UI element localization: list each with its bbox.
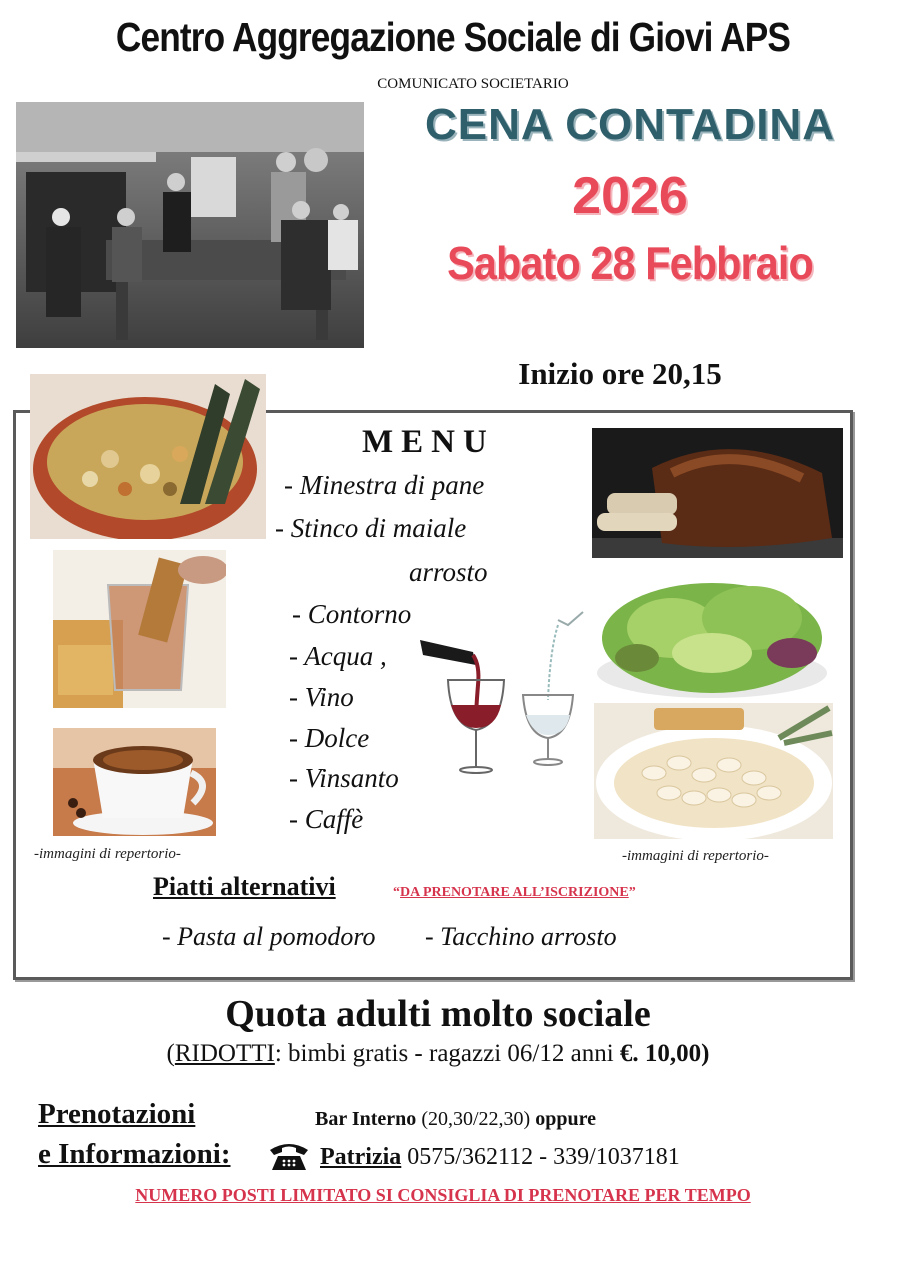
contact-name: Patrizia <box>320 1144 402 1170</box>
menu-item-acqua: - Acqua , <box>289 641 387 671</box>
menu-item-vinsanto: - Vinsanto <box>289 763 399 793</box>
alternatives-note-text: DA PRENOTARE ALL’ISCRIZIONE <box>400 885 629 900</box>
menu-heading: MENU <box>362 424 495 460</box>
reduced-price-line <box>0 1040 906 1068</box>
contact-line <box>320 1144 680 1171</box>
image-caption-right: -immagini di repertorio- <box>622 848 769 864</box>
price-headline: Quota adulti molto sociale <box>225 993 651 1035</box>
wine-water-glasses-illustration <box>418 610 590 775</box>
image-caption-left: -immagini di repertorio- <box>34 846 181 862</box>
booking-label-line2: e Informazioni: <box>38 1138 231 1170</box>
white-beans-soup-photo <box>594 703 833 839</box>
event-date: Sabato 28 Febbraio <box>447 237 813 289</box>
menu-item-stinco: - Stinco di maiale <box>275 513 467 543</box>
event-year: 2026 <box>572 167 688 225</box>
event-start-time: Inizio ore 20,15 <box>518 356 722 391</box>
menu-item-minestra: - Minestra di pane <box>284 470 485 500</box>
menu-item-contorno: - Contorno <box>292 599 412 629</box>
event-title: CENA CONTADINA <box>425 100 835 149</box>
cantucci-vinsanto-photo <box>53 550 226 708</box>
bar-interno-info <box>315 1108 596 1131</box>
alternative-tacchino: - Tacchino arrosto <box>425 922 617 951</box>
salad-photo <box>592 558 835 703</box>
soup-bowl-photo <box>30 374 266 539</box>
ridotti-text: : bimbi gratis - ragazzi 06/12 anni <box>274 1040 620 1067</box>
alternatives-label: Piatti alternativi <box>153 872 336 901</box>
bar-label: Bar Interno <box>315 1108 417 1130</box>
menu-item-caffe: - Caffè <box>289 804 364 834</box>
alternatives-note: “DA PRENOTARE ALL’ISCRIZIONE” <box>393 885 636 900</box>
coffee-cup-photo <box>53 728 216 836</box>
bar-or: oppure <box>535 1108 596 1130</box>
organization-title: Centro Aggregazione Sociale di Giovi APS <box>115 14 791 60</box>
alternative-pasta: - Pasta al pomodoro <box>162 922 376 951</box>
booking-label-line1: Prenotazioni <box>38 1098 196 1130</box>
menu-item-stinco-arrosto: arrosto <box>409 557 488 587</box>
vintage-peasant-photo <box>16 102 364 348</box>
limited-seats-notice: NUMERO POSTI LIMITATO SI CONSIGLIA DI PRENOTARE PER TEMPO <box>135 1185 751 1205</box>
comunicato-subtitle: COMUNICATO SOCIETARIO <box>377 76 569 92</box>
roast-pork-shank-photo <box>592 428 843 558</box>
ridotti-price: €. 10,00) <box>619 1040 710 1067</box>
ridotti-paren: ( <box>166 1040 175 1067</box>
menu-item-vino: - Vino <box>289 682 354 712</box>
contact-phones: 0575/362112 - 339/1037181 <box>401 1144 680 1170</box>
menu-item-dolce: - Dolce <box>289 723 370 753</box>
telephone-icon <box>268 1140 310 1172</box>
bar-hours: (20,30/22,30) <box>416 1108 536 1130</box>
ridotti-label: RIDOTTI <box>174 1040 275 1067</box>
